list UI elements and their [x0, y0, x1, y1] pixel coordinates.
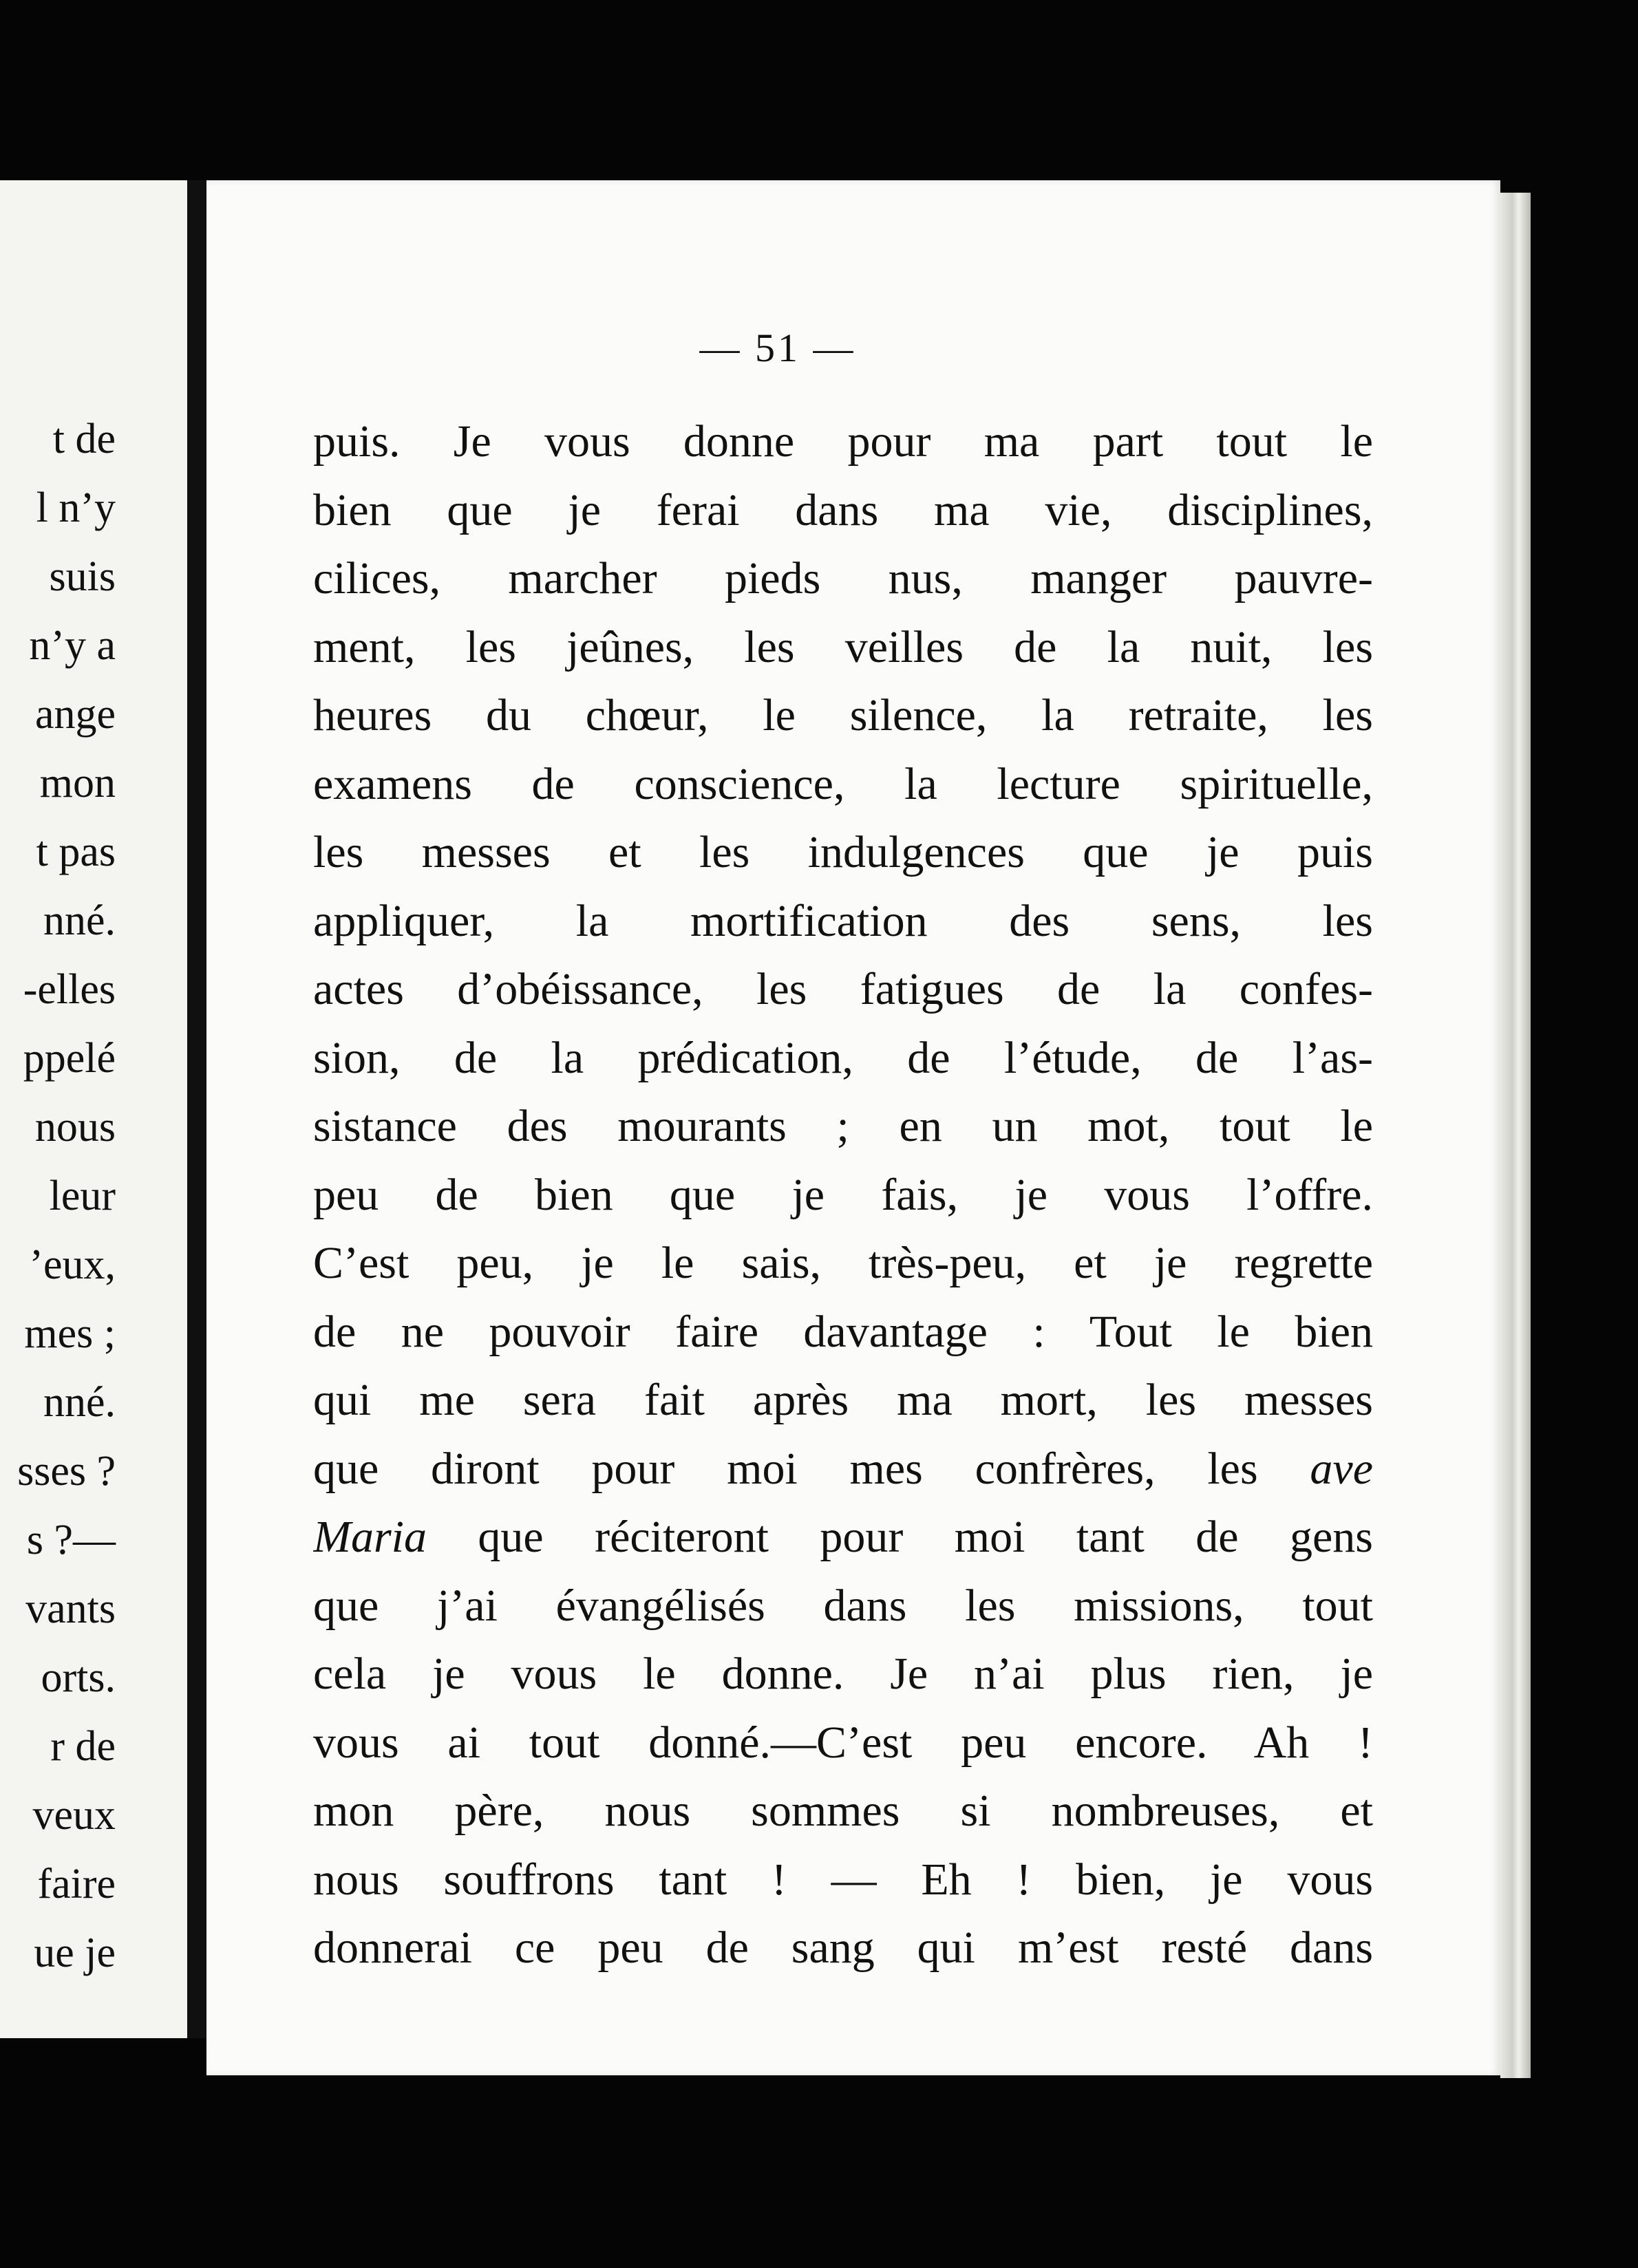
text-line: cilices, marcher pieds nus, manger pauvre- — [313, 553, 1373, 603]
facing-line: vants — [25, 1585, 116, 1632]
text-line: qui me sera fait après ma mort, les messes — [313, 1375, 1373, 1425]
facing-line: faire — [37, 1861, 116, 1907]
text-line: heures du chœur, le silence, la retraite, les — [313, 690, 1373, 740]
text-line — [313, 1503, 1373, 1572]
facing-line: s ?— — [26, 1517, 116, 1563]
text-line: bien que je ferai dans ma vie, disciplines, — [313, 484, 1373, 535]
page-51 — [206, 180, 1500, 2075]
facing-line: n’y a — [29, 622, 116, 669]
text-line — [313, 1435, 1373, 1504]
facing-line: veux — [32, 1792, 116, 1839]
text-line: actes d’obéissance, les fatigues de la confes- — [313, 964, 1373, 1014]
facing-line: mon — [39, 760, 116, 806]
facing-line: ppelé — [23, 1035, 116, 1082]
italic-maria: Maria — [313, 1512, 427, 1562]
text-line: C’est peu, je le sais, très-peu, et je regrette — [313, 1238, 1373, 1288]
text-line: ment, les jeûnes, les veilles de la nuit, les — [313, 621, 1373, 672]
text-line: sistance des mourants ; en un mot, tout le — [313, 1101, 1373, 1151]
facing-line: t pas — [36, 828, 116, 875]
body-text — [313, 407, 1373, 1982]
facing-line: t de — [52, 416, 116, 462]
facing-line: r de — [50, 1723, 116, 1770]
facing-line: nous — [34, 1104, 116, 1151]
page-edge — [1500, 193, 1531, 2078]
text-run: que réciteront pour moi tant de gens — [478, 1512, 1373, 1562]
text-line: donnerai ce peu de sang qui m’est resté dans — [313, 1923, 1373, 1973]
facing-line: ue je — [34, 1929, 116, 1976]
text-line: mon père, nous sommes si nombreuses, et — [313, 1786, 1373, 1836]
book-gutter — [187, 180, 208, 2038]
text-line: que j’ai évangélisés dans les missions, tout — [313, 1580, 1373, 1631]
text-line: les messes et les indulgences que je puis — [313, 827, 1373, 877]
text-line: cela je vous le donne. Je n’ai plus rien, je — [313, 1649, 1373, 1699]
text-run: que diront pour moi mes confrères, les — [313, 1443, 1258, 1494]
facing-line: ’eux, — [29, 1241, 116, 1288]
facing-line: ange — [34, 691, 116, 738]
facing-line: l n’y — [36, 484, 116, 531]
facing-line: -elles — [23, 966, 116, 1013]
italic-ave: ave — [1310, 1443, 1373, 1494]
facing-line: mes ; — [24, 1310, 116, 1357]
text-line: peu de bien que je fais, je vous l’offre. — [313, 1169, 1373, 1220]
facing-page-left — [0, 180, 187, 2038]
text-line: appliquer, la mortification des sens, les — [313, 895, 1373, 946]
page-number: — 51 — — [699, 325, 856, 370]
text-line: nous souffrons tant ! — Eh ! bien, je vous — [313, 1854, 1373, 1905]
facing-page-text — [17, 405, 116, 1987]
text-line: sion, de la prédication, de l’étude, de l’as- — [313, 1032, 1373, 1083]
facing-line: nné. — [43, 897, 116, 944]
facing-line: nné. — [43, 1379, 116, 1426]
text-line: de ne pouvoir faire davantage : Tout le bien — [313, 1306, 1373, 1357]
text-line: puis. Je vous donne pour ma part tout le — [313, 416, 1373, 467]
text-line: vous ai tout donné.—C’est peu encore. Ah ! — [313, 1717, 1373, 1768]
facing-line: sses ? — [17, 1448, 116, 1495]
facing-line: orts. — [41, 1654, 116, 1701]
facing-line: suis — [49, 553, 116, 600]
facing-line: leur — [49, 1173, 116, 1219]
text-line: examens de conscience, la lecture spirituelle, — [313, 758, 1373, 809]
